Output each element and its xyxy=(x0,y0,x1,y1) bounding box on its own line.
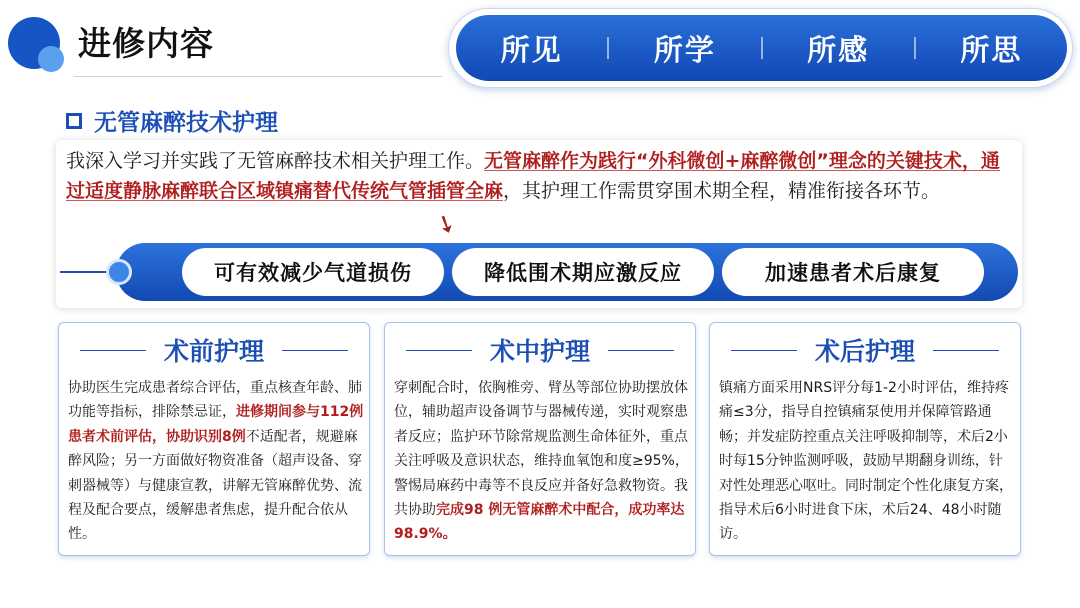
decorative-circle-small-icon xyxy=(38,46,64,72)
nav-item-suogan[interactable]: 所感 xyxy=(807,32,870,67)
title-rule xyxy=(80,350,146,351)
card-intraop-title: 术中护理 xyxy=(489,337,590,366)
bar-dot-icon xyxy=(106,259,132,285)
card-preop-text-2: 不适配者，规避麻醉风险；另一方面做好物资准备（超声设备、穿刺器械等）与健康宣教，讲解无管麻醉优势、流程及配合要点，缓解患者焦虑，提升配合依从性。 xyxy=(68,428,362,543)
card-intraop-header xyxy=(384,332,696,368)
title-rule xyxy=(282,350,348,351)
card-preop-highlight: 进修期间参与112例患者术前评估，协助识别8例 xyxy=(68,404,364,445)
card-intraop-body xyxy=(394,376,690,547)
intro-text-tail: ，其护理工作需贯穿围术期全程，精准衔接各环节。 xyxy=(503,180,941,202)
title-divider xyxy=(74,76,442,77)
benefit-pill-stress: 降低围术期应激反应 xyxy=(452,248,714,296)
card-preop-body xyxy=(68,376,364,547)
card-intraop-text-1: 穿刺配合时，依胸椎旁、臂丛等部位协助摆放体位，辅助超声设备调节与器械传递，实时观察患者反应；监护环节除常规监测生命体征外，重点关注呼吸及意识状态，维持血氧饱和度≥95%，警惕局麻药中毒等不良反应并备好急救物资。我共协助 xyxy=(394,380,689,519)
intro-highlight: 无管麻醉作为践行“外科微创+麻醉微创”理念的关键技术，通过适度静脉麻醉联合区域镇痛替代传统气管插管全麻 xyxy=(66,150,1000,202)
title-rule xyxy=(933,350,999,351)
section-heading xyxy=(66,104,278,137)
card-preop-text-1: 协助医生完成患者综合评估，重点核查年龄、肺功能等指标，排除禁忌证， xyxy=(68,380,362,421)
nav-item-suoxue[interactable]: 所学 xyxy=(653,32,716,67)
title-rule xyxy=(731,350,797,351)
arrow-down-icon: ➘ xyxy=(431,207,462,241)
section-title: 无管麻醉技术护理 xyxy=(94,110,278,136)
card-postop-body xyxy=(719,376,1015,547)
intro-paragraph xyxy=(66,146,1018,206)
benefit-pill-airway: 可有效减少气道损伤 xyxy=(182,248,444,296)
intro-text-lead: 我深入学习并实践了无管麻醉技术相关护理工作。 xyxy=(66,150,485,172)
page-title: 进修内容 xyxy=(78,24,214,63)
nav-item-suosi[interactable]: 所思 xyxy=(960,32,1023,67)
card-preop-title: 术前护理 xyxy=(163,337,264,366)
card-postop-header xyxy=(709,332,1021,368)
card-postop-title: 术后护理 xyxy=(814,337,915,366)
title-rule xyxy=(406,350,472,351)
nav-item-suojian[interactable]: 所见 xyxy=(500,32,563,67)
title-rule xyxy=(608,350,674,351)
top-nav xyxy=(456,15,1067,81)
benefit-pill-recovery: 加速患者术后康复 xyxy=(722,248,984,296)
card-preop-header xyxy=(58,332,370,368)
card-postop-text-1: 镇痛方面采用NRS评分每1-2小时评估，维持疼痛≤3分，指导自控镇痛泵使用并保障管路通畅；并发症防控重点关注呼吸抑制等，术后2小时每15分钟监测呼吸，鼓励早期翻身训练，针对性处理恶心呕吐。同时制定个性化康复方案，指导术后6小时进食下床，术后24、48小时随访。 xyxy=(719,380,1013,543)
card-intraop-highlight: 完成98 例无管麻醉术中配合，成功率达 98.9%。 xyxy=(394,502,685,543)
square-bullet-icon xyxy=(66,113,82,129)
